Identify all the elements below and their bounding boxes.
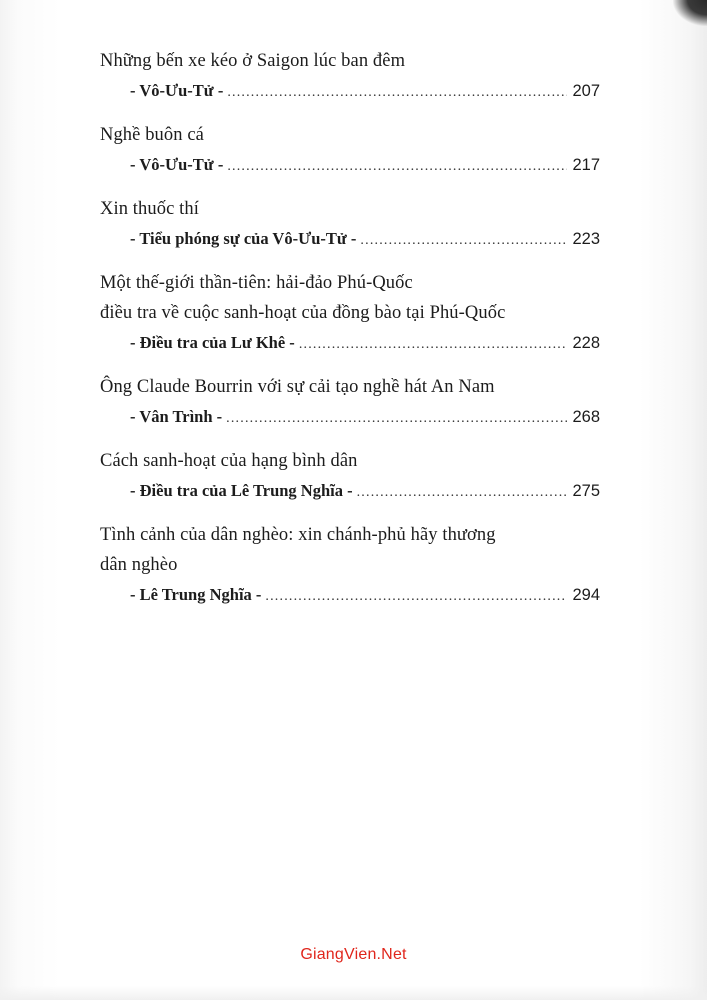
entry-author-line xyxy=(100,150,600,182)
entry-page-number: 207 xyxy=(572,82,600,100)
entry-author-line xyxy=(100,224,600,256)
dot-leader xyxy=(360,226,567,256)
page-bottom-shadow xyxy=(0,986,707,1000)
entry-author: - Điều tra của Lư Khê - xyxy=(130,333,295,352)
entry-title: Ông Claude Bourrin với sự cải tạo nghề hát An Nam xyxy=(100,377,495,397)
dot-leader xyxy=(227,78,567,108)
toc-entry xyxy=(100,120,600,182)
toc-entry xyxy=(100,372,600,434)
entry-author: - Vô-Ưu-Tử - xyxy=(130,155,224,174)
entry-page-number: 294 xyxy=(572,586,600,604)
table-of-contents xyxy=(100,46,600,624)
entry-author: - Điều tra của Lê Trung Nghĩa - xyxy=(130,481,353,500)
entry-title: Tình cảnh của dân nghèo: xin chánh-phủ hãy thương xyxy=(100,525,496,545)
dot-leader xyxy=(299,330,568,360)
toc-entry xyxy=(100,268,600,360)
dot-leader xyxy=(357,478,568,508)
entry-page-number: 228 xyxy=(572,334,600,352)
entry-title: Một thế-giới thần-tiên: hải-đảo Phú-Quốc xyxy=(100,273,413,293)
entry-author-line xyxy=(100,580,600,612)
dot-leader xyxy=(265,582,567,612)
entry-author-line xyxy=(100,402,600,434)
entry-author-line xyxy=(100,76,600,108)
entry-title: Những bến xe kéo ở Saigon lúc ban đêm xyxy=(100,51,406,71)
entry-page-number: 275 xyxy=(572,482,600,500)
entry-page-number: 217 xyxy=(572,156,600,174)
entry-title: Xin thuốc thí xyxy=(100,199,199,219)
entry-title: Cách sanh-hoạt của hạng bình dân xyxy=(100,451,358,471)
entry-page-number: 223 xyxy=(572,230,600,248)
entry-author: - Vân Trình - xyxy=(130,407,223,426)
toc-entry xyxy=(100,446,600,508)
dot-leader xyxy=(226,404,567,434)
entry-author: - Vô-Ưu-Tử - xyxy=(130,81,224,100)
page-corner-shadow xyxy=(673,0,707,26)
entry-page-number: 268 xyxy=(572,408,600,426)
toc-entry xyxy=(100,194,600,256)
dot-leader xyxy=(227,152,567,182)
entry-title-continued: dân nghèo xyxy=(100,555,178,575)
toc-entry xyxy=(100,46,600,108)
entry-title-continued: điều tra về cuộc sanh-hoạt của đồng bào tại Phú-Quốc xyxy=(100,303,506,323)
watermark-text: GiangVien.Net xyxy=(300,946,407,963)
entry-author: - Lê Trung Nghĩa - xyxy=(130,585,262,604)
entry-author-line xyxy=(100,476,600,508)
toc-entry xyxy=(100,520,600,612)
entry-author: - Tiểu phóng sự của Vô-Ưu-Tử - xyxy=(130,229,357,248)
entry-author-line xyxy=(100,328,600,360)
entry-title: Nghề buôn cá xyxy=(100,125,204,145)
